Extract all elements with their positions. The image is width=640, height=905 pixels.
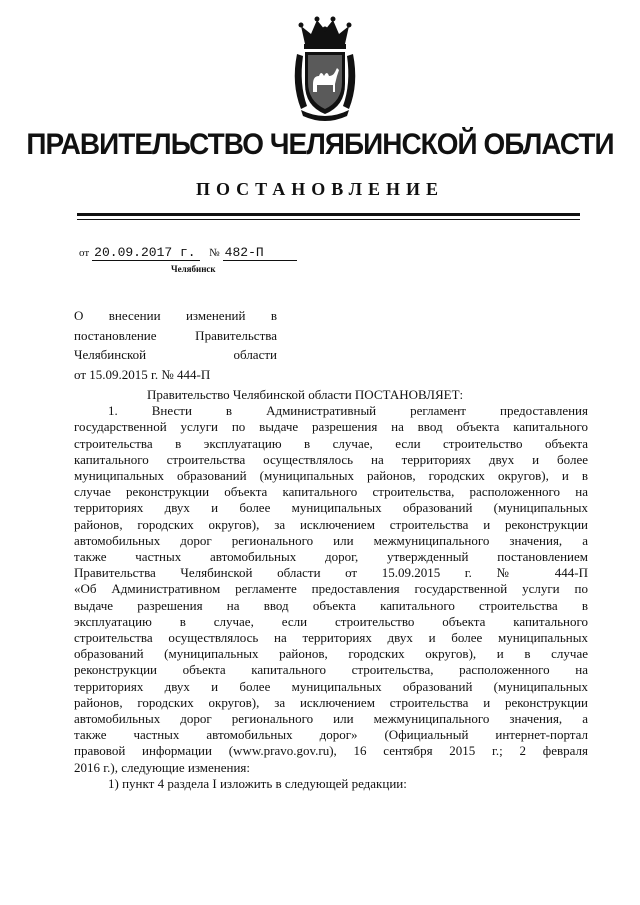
- header-rule-thick: [77, 213, 580, 216]
- government-title: ПРАВИТЕЛЬСТВО ЧЕЛЯБИНСКОЙ ОБЛАСТИ: [26, 128, 614, 161]
- body-line: территориях двух и более муниципальных образований (муниципальных: [74, 678, 588, 694]
- body-line: также частных автомобильных дорог, утвержденный постановлением: [74, 549, 588, 565]
- document-number: 482-П: [223, 246, 297, 261]
- body-line: государственной услуги по выдаче разрешения на ввод объекта капитального: [74, 419, 588, 435]
- document-body: [74, 387, 588, 792]
- body-line: образований (муниципальных районов, городских округов), и в случае: [74, 646, 588, 662]
- body-line: «Об Административном регламенте предоставления государственной услуги по: [74, 581, 588, 597]
- number-prefix: №: [209, 247, 220, 259]
- date-prefix: от: [79, 247, 90, 259]
- body-line: случае реконструкции объекта капитального строительства, расположенного на: [74, 484, 588, 500]
- body-line: эксплуатацию в случае, если строительство объекта капитального: [74, 613, 588, 629]
- body-line: строительства в эксплуатацию в случае, если строительство объекта: [74, 435, 588, 451]
- body-line: районов, городских округов), за исключением строительства и реконструкции: [74, 694, 588, 710]
- body-line: правовой информации (www.pravo.gov.ru), 16 сентября 2015 г.; 2 февраля: [74, 743, 588, 759]
- header-rule-thin: [77, 219, 580, 220]
- registration-line: [79, 245, 297, 261]
- body-line: районов, городских округов), за исключением строительства и реконструкции: [74, 516, 588, 532]
- body-line: автомобильных дорог регионального или межмуниципального значения, а: [74, 532, 588, 548]
- chelyabinsk-coat-of-arms-icon: [291, 14, 359, 124]
- body-line: выдаче разрешения на ввод объекта капитального строительства в: [74, 597, 588, 613]
- subject-line: от 15.09.2015 г. № 444-П: [74, 366, 211, 382]
- document-subject: [74, 306, 277, 384]
- body-line: 1. Внести в Административный регламент предоставления: [108, 403, 588, 419]
- document-date: 20.09.2017 г.: [92, 246, 200, 261]
- document-city: Челябинск: [171, 264, 216, 274]
- body-line: Правительство Челябинской области ПОСТАНОВЛЯЕТ:: [147, 387, 464, 402]
- body-line: муниципальных образований (муниципальных районов, городских округов), и в: [74, 468, 588, 484]
- body-line: 1) пункт 4 раздела I изложить в следующей редакции:: [108, 775, 407, 791]
- body-line: 2016 г.), следующие изменения:: [74, 759, 251, 775]
- body-line: автомобильных дорог регионального или межмуниципального значения, а: [74, 711, 588, 727]
- subject-line: О внесении изменений в: [74, 308, 277, 323]
- body-line: также частных автомобильных дорог» (Официальный интернет-портал: [74, 727, 588, 743]
- document-type: ПОСТАНОВЛЕНИЕ: [195, 179, 445, 199]
- body-line: строительства осуществлялось на территориях двух и более муниципальных: [74, 630, 588, 646]
- body-line: Правительства Челябинской области от 15.09.2015 г. № 444-П: [74, 565, 588, 581]
- body-line: капитального строительства осуществлялось на территориях двух и более: [74, 451, 588, 467]
- body-line: реконструкции объекта капитального строительства, расположенного на: [74, 662, 588, 678]
- subject-line: постановление Правительства: [74, 327, 277, 343]
- body-line: территориях двух и более муниципальных образований (муниципальных: [74, 500, 588, 516]
- subject-line: Челябинской области: [74, 347, 277, 362]
